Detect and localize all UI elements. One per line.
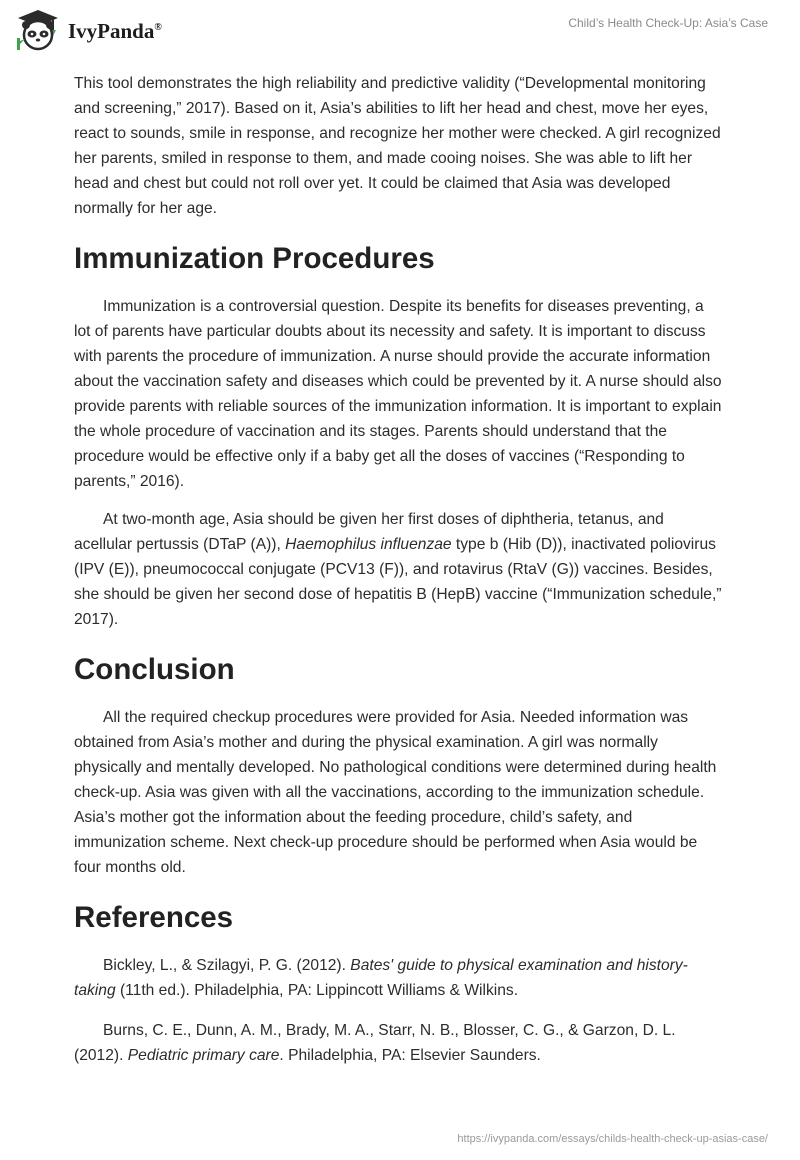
essay-content [74,71,724,1083]
reference-item: Burns, C. E., Dunn, A. M., Brady, M. A., Starr, N. B., Blosser, C. G., & Garzon, D. L. (2012). Pediatric primary care. Philadelphia, PA: Elsevier Saunders. [74,1022,676,1064]
logo[interactable] [14,8,162,52]
conclusion-paragraph: All the required checkup procedures were provided for Asia. Needed information was obtained from Asia’s mother and during the physical examination. A girl was normally physically and mentally developed. No pathological conditions were determined during health check-up. Asia was given with all the vaccinations, according to the immunization schedule. Asia’s mother got the information about the feeding procedure, child’s safety, and immunization scheme. Next check-up procedure should be performed when Asia would be four months old. [74,709,717,876]
intro-paragraph: This tool demonstrates the high reliability and predictive validity (“Developmental monitoring and screening,” 2017). Based on it, Asia’s abilities to lift her head and chest, move her eyes, react to sounds, smile in response, and recognize her mother were checked. A girl recognized her parents, smiled in response to them, and made cooing noises. She was able to lift her head and chest but could not roll over yet. It could be claimed that Asia was developed normally for her age. [74,75,721,217]
heading-references: References [74,901,234,934]
reference-title: Bates' guide to physical examination and history-taking [74,957,688,999]
reference-item: Bickley, L., & Szilagyi, P. G. (2012). Bates' guide to physical examination and history-taking (11th ed.). Philadelphia, PA: Lippincott Williams & Wilkins. [74,957,688,999]
heading-conclusion: Conclusion [74,653,235,686]
italic-term: Haemophilus influenzae [285,536,452,553]
immunization-paragraph-2: At two-month age, Asia should be given her first doses of diphtheria, tetanus, and acellular pertussis (DTaP (A)), Haemophilus influenzae type b (Hib (D)), inactivated poliovirus (IPV (E)), pneumococcal conjugate (PCV13 (F)), and rotavirus (RtaV (G)) vaccines. Besides, she should be given her second dose of hepatitis B (HepB) vaccine (“Immunization schedule,” 2017). [74,511,722,628]
heading-immunization: Immunization Procedures [74,242,435,275]
logo-text: IvyPanda® [68,18,162,43]
footer-url-link[interactable]: https://ivypanda.com/essays/childs-health-check-up-asias-case/ [457,1133,768,1145]
running-title: Child’s Health Check-Up: Asia’s Case [568,16,768,30]
immunization-paragraph-1: Immunization is a controversial question. Despite its benefits for diseases preventing, a lot of parents have particular doubts about its necessity and safety. It is important to discuss with parents the procedure of immunization. A nurse should provide the accurate information about the vaccination safety and diseases which could be prevented by it. A nurse should also provide parents with reliable sources of the immunization information. It is important to explain the whole procedure of vaccination and its stages. Parents should understand that the procedure would be effective only if a baby get all the doses of vaccines (“Responding to parents,” 2016). [74,298,722,490]
registered-mark: ® [154,21,162,33]
panda-logo-icon [14,8,62,52]
reference-title: Pediatric primary care [127,1047,280,1064]
page-header [0,0,800,60]
